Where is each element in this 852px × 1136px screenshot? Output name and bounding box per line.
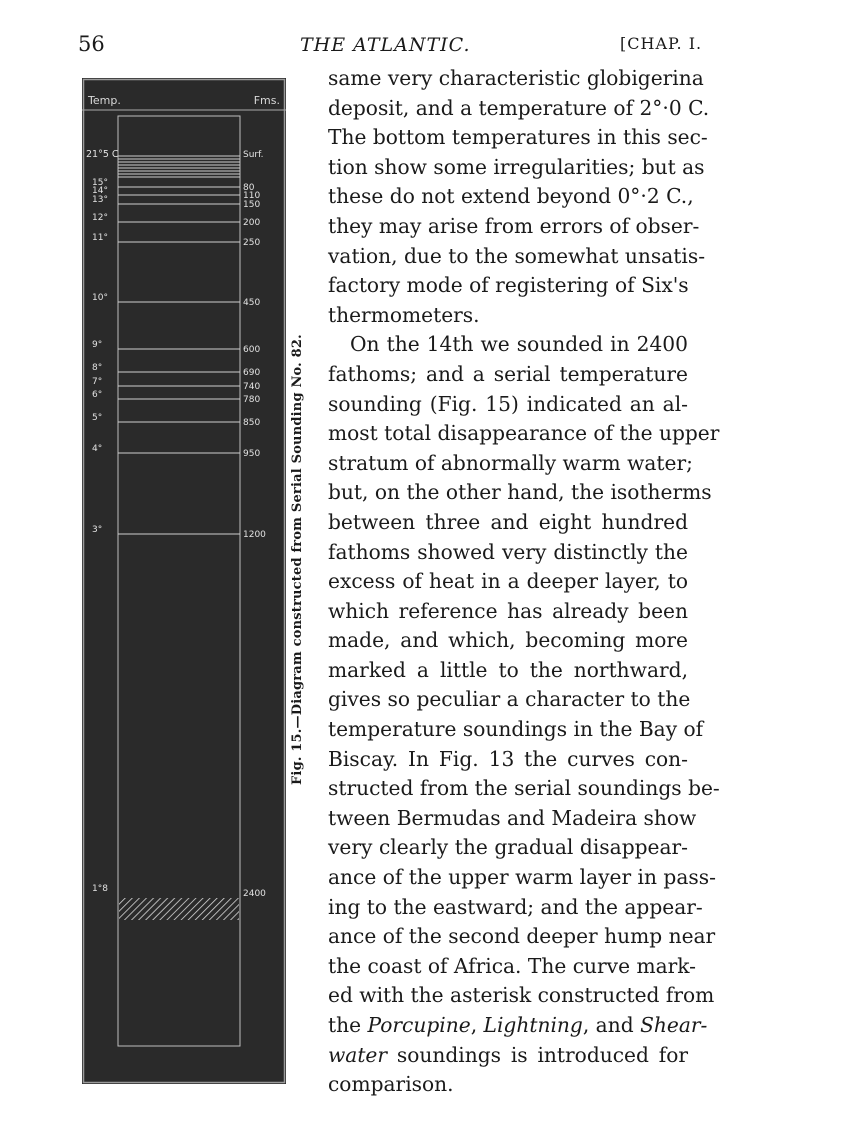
temperature-label: 13° — [92, 195, 108, 205]
text-line: ing to the eastward; and the appear- — [328, 894, 703, 919]
text-line: thermometers. — [328, 302, 480, 327]
text-line-final-2: water soundings is introduced for — [328, 1042, 688, 1067]
depth-label: 690 — [243, 368, 261, 378]
temperature-label: 8° — [92, 363, 103, 373]
text-line: Biscay. In Fig. 13 the curves con- — [328, 746, 688, 771]
temperature-label: 4° — [92, 444, 103, 454]
temperature-label: 14° — [92, 186, 108, 196]
page-number: 56 — [78, 32, 105, 56]
chapter-label: [CHAP. I. — [620, 34, 703, 53]
depth-label: 200 — [243, 218, 261, 228]
temperature-label: 11° — [92, 233, 108, 243]
depth-label: 850 — [243, 418, 261, 428]
ship-name: Shear- — [640, 1013, 708, 1037]
text-line: the coast of Africa. The curve mark- — [328, 953, 696, 978]
text-line: sounding (Fig. 15) indicated an al- — [328, 391, 688, 416]
ship-name: Lightning — [483, 1013, 583, 1037]
text-line: factory mode of registering of Six's — [328, 273, 689, 298]
text-line: which reference has already been — [328, 598, 688, 623]
temperature-label: 1°8 — [92, 884, 108, 894]
text-line-final: the Porcupine, Lightning, and Shear- — [328, 1013, 708, 1037]
ship-name: water — [328, 1042, 388, 1067]
ship-name: Porcupine — [367, 1013, 471, 1037]
temperature-label: 3° — [92, 525, 103, 535]
text-line: made, and which, becoming more — [328, 628, 688, 653]
text-line: vation, due to the somewhat unsatis- — [328, 243, 706, 268]
page-header — [0, 30, 852, 60]
text-line: deposit, and a temperature of 2°·0 C. — [328, 95, 710, 120]
text-line: these do not extend beyond 0°·2 C., — [328, 184, 694, 209]
temperature-label: 7° — [92, 377, 103, 387]
temperature-label: 9° — [92, 340, 103, 350]
depth-label: 2400 — [243, 889, 266, 899]
depth-label: 150 — [243, 200, 261, 210]
text-line: fathoms showed very distinctly the — [328, 539, 688, 564]
text-line: gives so peculiar a character to the — [328, 687, 691, 712]
depth-label: 450 — [243, 298, 261, 308]
depth-label: 110 — [243, 191, 261, 201]
depth-label: 1200 — [243, 530, 266, 540]
temperature-label: 12° — [92, 213, 108, 223]
text-line: structed from the serial soundings be- — [328, 776, 720, 801]
text-line: marked a little to the northward, — [328, 657, 688, 682]
text-line: same very characteristic globigerina — [328, 66, 704, 90]
temperature-diagram — [82, 78, 286, 1084]
diagram-svg — [82, 78, 286, 1084]
temperature-label: 5° — [92, 413, 103, 423]
text-line: tween Bermudas and Madeira show — [328, 805, 697, 830]
text-line: but, on the other hand, the isotherms — [328, 480, 712, 505]
bottom-deposit-hatching — [119, 898, 239, 920]
fathoms-header: Fms. — [253, 94, 280, 107]
text-line-closing: comparison. — [328, 1072, 454, 1097]
temperature-label: 6° — [92, 390, 103, 400]
depth-label: Surf. — [243, 150, 264, 160]
figure-caption: Fig. 15.—Diagram constructed from Serial Sounding No. 82. — [290, 334, 305, 785]
depth-label: 950 — [243, 449, 261, 459]
text-lines — [328, 64, 720, 1011]
text-line: excess of heat in a deeper layer, to — [328, 569, 688, 594]
text-line: most total disappearance of the upper — [328, 421, 720, 446]
depth-label: 780 — [243, 395, 261, 405]
temp-header: Temp. — [88, 94, 121, 107]
temperature-label: 10° — [92, 293, 108, 303]
depth-label: 600 — [243, 345, 261, 355]
depth-label: 740 — [243, 382, 261, 392]
depth-label: 80 — [243, 183, 255, 193]
diagram-background — [82, 78, 286, 1084]
temperature-label: 15° — [92, 178, 108, 188]
text-line: fathoms; and a serial temperature — [328, 361, 688, 386]
text-line: ed with the asterisk constructed from — [328, 983, 715, 1008]
text-line: they may arise from errors of obser- — [328, 213, 700, 238]
text-line: The bottom temperatures in this sec- — [328, 125, 708, 150]
text-line: stratum of abnormally warm water; — [328, 450, 693, 475]
depth-label: 250 — [243, 238, 261, 248]
text-line: On the 14th we sounded in 2400 — [350, 332, 688, 357]
text-line: ance of the upper warm layer in pass- — [328, 865, 716, 890]
text-line: ance of the second deeper hump near — [328, 924, 716, 949]
text-line: tion show some irregularities; but as — [328, 154, 705, 179]
text-line: between three and eight hundred — [328, 509, 688, 534]
text-line: temperature soundings in the Bay of — [328, 717, 704, 742]
text-line: very clearly the gradual disappear- — [328, 835, 688, 860]
running-title: THE ATLANTIC. — [300, 34, 471, 56]
temperature-label: 21°5 C — [86, 149, 119, 160]
body-text — [328, 64, 720, 1100]
